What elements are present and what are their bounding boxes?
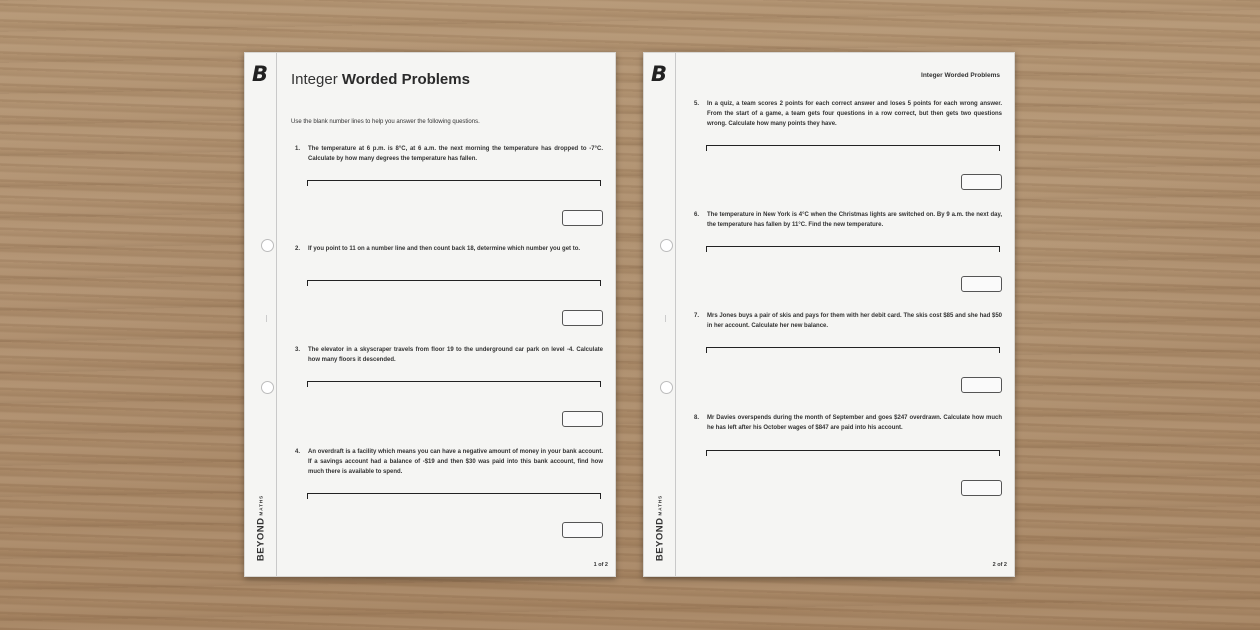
punch-hole-icon [261, 239, 274, 252]
answer-box[interactable] [961, 480, 1002, 496]
question: 5. In a quiz, a team scores 2 points for each correct answer and loses 5 points for each wrong answer. From the start of a game, a team gets four questions in a row correct, but then gets two questions wrong. Calculate how many points they have. [694, 101, 1002, 127]
question: 8. Mr Davies overspends during the month of September and goes $247 overdrawn. Calculate how much he has left after his October wages of $847 are paid into his account. [694, 415, 1002, 431]
number-line[interactable] [307, 493, 601, 499]
number-line[interactable] [706, 450, 1000, 456]
number-line[interactable] [307, 180, 601, 186]
number-line[interactable] [706, 246, 1000, 252]
brand-label: BEYONDMATHS [654, 494, 666, 562]
fold-mark [266, 315, 267, 322]
answer-box[interactable] [961, 276, 1002, 292]
page-header: Integer Worded Problems [921, 72, 1000, 79]
worksheet-page-2 [643, 52, 1015, 577]
question: 6. The temperature in New York is 4°C when the Christmas lights are switched on. By 9 a.m. the next day, the temperature has fallen by 11°C. Find the new temperature. [694, 212, 1002, 228]
punch-hole-icon [660, 239, 673, 252]
page-title: Integer Worded Problems [291, 71, 470, 88]
page-number: 1 of 2 [593, 562, 608, 568]
answer-box[interactable] [961, 377, 1002, 393]
question: 2. If you point to 11 on a number line and then count back 18, determine which number you get to. [295, 246, 581, 252]
punch-hole-icon [261, 381, 274, 394]
answer-box[interactable] [562, 210, 603, 226]
question: 1. The temperature at 6 p.m. is 8°C, at 6 a.m. the next morning the temperature has dropped to -7°C. Calculate by how many degrees the temperature has fallen. [295, 146, 603, 162]
punch-hole-icon [660, 381, 673, 394]
fold-mark [665, 315, 666, 322]
brand-label: BEYONDMATHS [255, 494, 267, 562]
answer-box[interactable] [562, 310, 603, 326]
number-line[interactable] [307, 280, 601, 286]
answer-box[interactable] [961, 174, 1002, 190]
beyond-logo-icon: B [651, 62, 668, 86]
worksheet-page-1 [244, 52, 616, 577]
question: 3. The elevator in a skyscraper travels from floor 19 to the underground car park on level -4. Calculate how many floors it descended. [295, 347, 603, 363]
answer-box[interactable] [562, 522, 603, 538]
instructions: Use the blank number lines to help you answer the following questions. [291, 119, 480, 125]
number-line[interactable] [706, 145, 1000, 151]
question: 7. Mrs Jones buys a pair of skis and pays for them with her debit card. The skis cost $85 and she had $50 in her account. Calculate her new balance. [694, 313, 1002, 329]
question: 4. An overdraft is a facility which means you can have a negative amount of money in your bank account. If a savings account had a balance of -$19 and then $30 was paid into this bank account, find how much there is available to spend. [295, 449, 603, 475]
number-line[interactable] [307, 381, 601, 387]
binding-margin [245, 53, 277, 576]
answer-box[interactable] [562, 411, 603, 427]
binding-margin [644, 53, 676, 576]
page-number: 2 of 2 [992, 562, 1007, 568]
beyond-logo-icon: B [252, 62, 269, 86]
number-line[interactable] [706, 347, 1000, 353]
